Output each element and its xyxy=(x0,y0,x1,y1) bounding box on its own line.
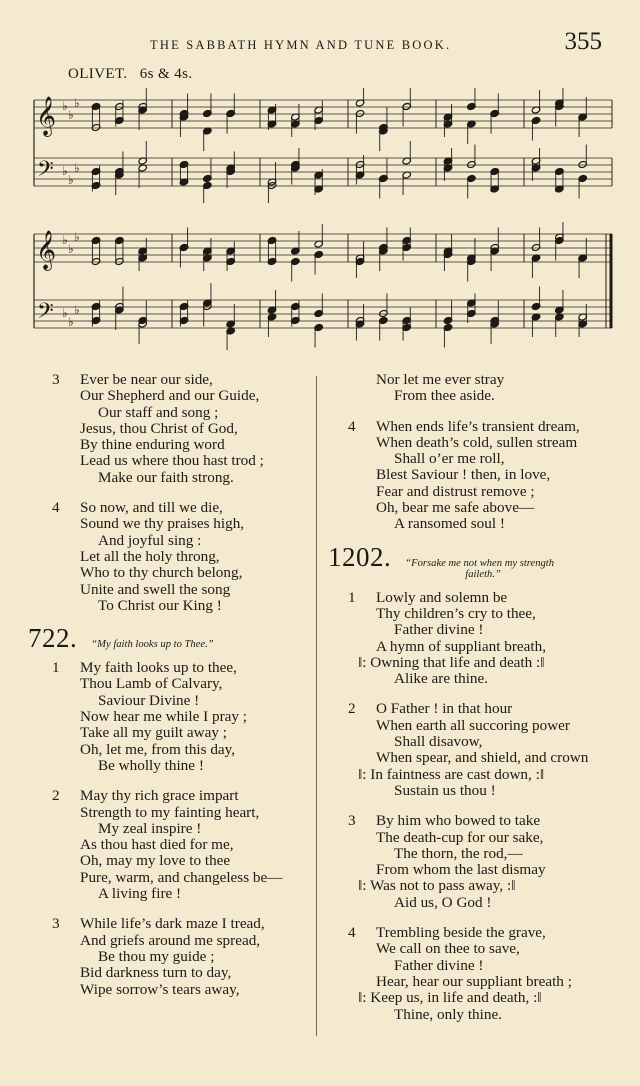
verse-line: Thy children’s cry to thee, xyxy=(376,604,536,622)
verse-line: By thine enduring word xyxy=(80,436,225,454)
verse-line: By him who bowed to take xyxy=(376,812,541,830)
verse xyxy=(40,788,310,902)
verse-line: Our Shepherd and our Guide, xyxy=(80,387,260,405)
left-column xyxy=(28,371,310,1012)
column-divider xyxy=(316,376,317,1036)
music-score-2 xyxy=(32,222,614,350)
verse-line: Sound we thy praises high, xyxy=(80,515,245,533)
verse-line: A living fire ! xyxy=(98,885,182,903)
tune-name: OLIVET. xyxy=(68,66,128,82)
hymn-subtitle xyxy=(405,558,554,580)
verse-line: Fear and distrust remove ; xyxy=(376,482,535,500)
verse-line: Oh, let me, from this day, xyxy=(80,740,236,758)
flat-icon: ♭ xyxy=(68,315,74,329)
music-system-1 xyxy=(32,88,614,203)
verse-number: 2 xyxy=(52,787,60,805)
verse-lines xyxy=(358,924,626,1023)
hymn-subtitle-line: faileth.” xyxy=(465,568,501,580)
verse-line: When ends life’s transient dream, xyxy=(376,417,580,435)
flat-icon: ♭ xyxy=(62,306,68,320)
verse-lines xyxy=(80,916,310,997)
verse-line: Thou Lamb of Calvary, xyxy=(80,675,223,693)
verse-number: 1 xyxy=(348,588,356,606)
hymn-heading xyxy=(28,623,310,654)
verse-line: ‖: Owning that life and death :‖ xyxy=(358,653,545,671)
verse xyxy=(336,925,626,1023)
hymn-heading xyxy=(328,541,626,580)
verse-lines xyxy=(80,788,310,902)
verse-line: Hear, hear our suppliant breath ; xyxy=(376,972,572,990)
verse-line: Nor let me ever stray xyxy=(376,371,505,388)
verse-line: When earth all succoring power xyxy=(376,716,570,734)
verse-line: Be thou my guide ; xyxy=(98,947,215,965)
verse-line: O Father ! in that hour xyxy=(376,700,513,718)
verse-number: 2 xyxy=(348,700,356,718)
verse-lines xyxy=(376,372,626,405)
treble-clef-icon: 𝄞 xyxy=(36,230,57,270)
verse-line: Blest Saviour ! then, in love, xyxy=(376,466,551,484)
verse xyxy=(336,701,626,799)
verse-line: Shall disavow, xyxy=(394,733,483,751)
verse-line: Sustain us thou ! xyxy=(394,781,496,799)
verse-line: Alike are thine. xyxy=(394,670,489,688)
verse-lines xyxy=(80,660,310,774)
verse-line: From whom the last dismay xyxy=(376,861,546,879)
verse xyxy=(336,813,626,911)
verse-line: Lowly and solemn be xyxy=(376,588,508,606)
verse-line: The death-cup for our sake, xyxy=(376,828,544,846)
verse-number: 4 xyxy=(52,499,60,517)
verse xyxy=(336,372,626,405)
verse-line: While life’s dark maze I tread, xyxy=(80,915,265,933)
verse-lines xyxy=(358,700,626,799)
hymn-subtitle: “My faith looks up to Thee.” xyxy=(91,639,214,651)
bass-clef-icon: 𝄢 xyxy=(37,157,54,187)
flat-icon: ♭ xyxy=(74,96,80,110)
verse-lines xyxy=(376,419,626,533)
verse-lines xyxy=(358,812,626,911)
verse-line: Unite and swell the song xyxy=(80,580,231,598)
verse-line: Lead us where thou hast trod ; xyxy=(80,452,264,470)
hymn-number: 722. xyxy=(28,623,78,654)
music-score-1 xyxy=(32,88,614,203)
verse-number: 4 xyxy=(348,417,356,435)
verse-line: Our staff and song ; xyxy=(98,403,219,421)
tune-meter: 6s & 4s. xyxy=(139,66,193,82)
verse-line: Pure, warm, and changeless be— xyxy=(80,868,283,886)
verse-line: My faith looks up to thee, xyxy=(80,659,237,677)
verse-line: Shall o’er me roll, xyxy=(394,450,505,468)
verse xyxy=(40,660,310,774)
verse-line: My zeal inspire ! xyxy=(98,819,202,837)
verse-number: 3 xyxy=(52,915,60,933)
verse-lines xyxy=(80,372,310,486)
hymn-subtitle-line: “Forsake me not when my strength xyxy=(405,557,555,569)
verse-line: And griefs around me spread, xyxy=(80,931,261,949)
verse-line: Oh, may my love to thee xyxy=(80,852,231,870)
verse-line: We call on thee to save, xyxy=(376,940,520,958)
verse-line: Jesus, thou Christ of God, xyxy=(80,419,238,437)
verse-line: ‖: Keep us, in life and death, :‖ xyxy=(358,989,542,1007)
verse-line: To Christ our King ! xyxy=(98,596,222,614)
verse-line: So now, and till we die, xyxy=(80,499,223,517)
verse-line: Wipe sorrow’s tears away, xyxy=(80,980,240,998)
verse-line: From thee aside. xyxy=(394,387,495,405)
flat-icon: ♭ xyxy=(68,173,74,187)
treble-clef-icon: 𝄞 xyxy=(36,96,57,136)
verse-line: Now hear me while I pray ; xyxy=(80,708,248,726)
flat-icon: ♭ xyxy=(62,164,68,178)
verse-number: 3 xyxy=(348,812,356,830)
verse-line: Father divine ! xyxy=(394,956,484,974)
verse-line: The thorn, the rod,— xyxy=(394,844,523,862)
verse-line: Take all my guilt away ; xyxy=(80,724,227,742)
verse-line: Saviour Divine ! xyxy=(98,691,200,709)
verse-line: Be wholly thine ! xyxy=(98,756,204,774)
right-column xyxy=(328,371,626,1037)
verse-line: A hymn of suppliant breath, xyxy=(376,637,546,655)
verse-line: Bid darkness turn to day, xyxy=(80,964,232,982)
page-number: 355 xyxy=(564,28,602,55)
verse-number: 3 xyxy=(52,371,60,388)
verse xyxy=(336,590,626,688)
verse-lines xyxy=(358,588,626,688)
verse-line: Trembling beside the grave, xyxy=(376,924,546,942)
hymn-number: 1202. xyxy=(328,541,392,572)
verse-line: When spear, and shield, and crown xyxy=(376,749,589,767)
bass-clef-icon: 𝄢 xyxy=(37,299,54,329)
music-system-2 xyxy=(32,222,614,350)
flat-icon: ♭ xyxy=(62,99,68,113)
verse-line: ‖: In faintness are cast down, :‖ xyxy=(358,765,545,783)
verse-line: When death’s cold, sullen stream xyxy=(376,433,578,451)
verse-line: Ever be near our side, xyxy=(80,371,213,388)
verse xyxy=(40,372,310,486)
verse-lines xyxy=(80,500,310,614)
verse-line: Thine, only thine. xyxy=(394,1005,502,1023)
verse-line: Who to thy church belong, xyxy=(80,564,243,582)
verse xyxy=(40,916,310,997)
verse xyxy=(336,419,626,533)
verse-number: 1 xyxy=(52,659,60,677)
verse-line: A ransomed soul ! xyxy=(394,515,505,533)
verse-line: Make our faith strong. xyxy=(98,468,234,486)
verse-line: Strength to my fainting heart, xyxy=(80,803,260,821)
tune-heading xyxy=(68,66,193,83)
flat-icon: ♭ xyxy=(74,303,80,317)
verse-line: May thy rich grace impart xyxy=(80,787,239,805)
verse-line: Aid us, O God ! xyxy=(394,893,492,911)
verse-line: ‖: Was not to pass away, :‖ xyxy=(358,877,516,895)
flat-icon: ♭ xyxy=(74,161,80,175)
running-head: THE SABBATH HYMN AND TUNE BOOK. xyxy=(150,38,452,52)
verse-number: 4 xyxy=(348,924,356,942)
verse-line: As thou hast died for me, xyxy=(80,836,234,854)
verse-line: And joyful sing : xyxy=(98,531,202,549)
verse-line: Father divine ! xyxy=(394,621,484,639)
verse-line: Oh, bear me safe above— xyxy=(376,499,535,517)
flat-icon: ♭ xyxy=(68,108,74,122)
verse xyxy=(40,500,310,614)
flat-icon: ♭ xyxy=(62,233,68,247)
flat-icon: ♭ xyxy=(68,242,74,256)
verse-line: Let all the holy throng, xyxy=(80,547,220,565)
flat-icon: ♭ xyxy=(74,230,80,244)
